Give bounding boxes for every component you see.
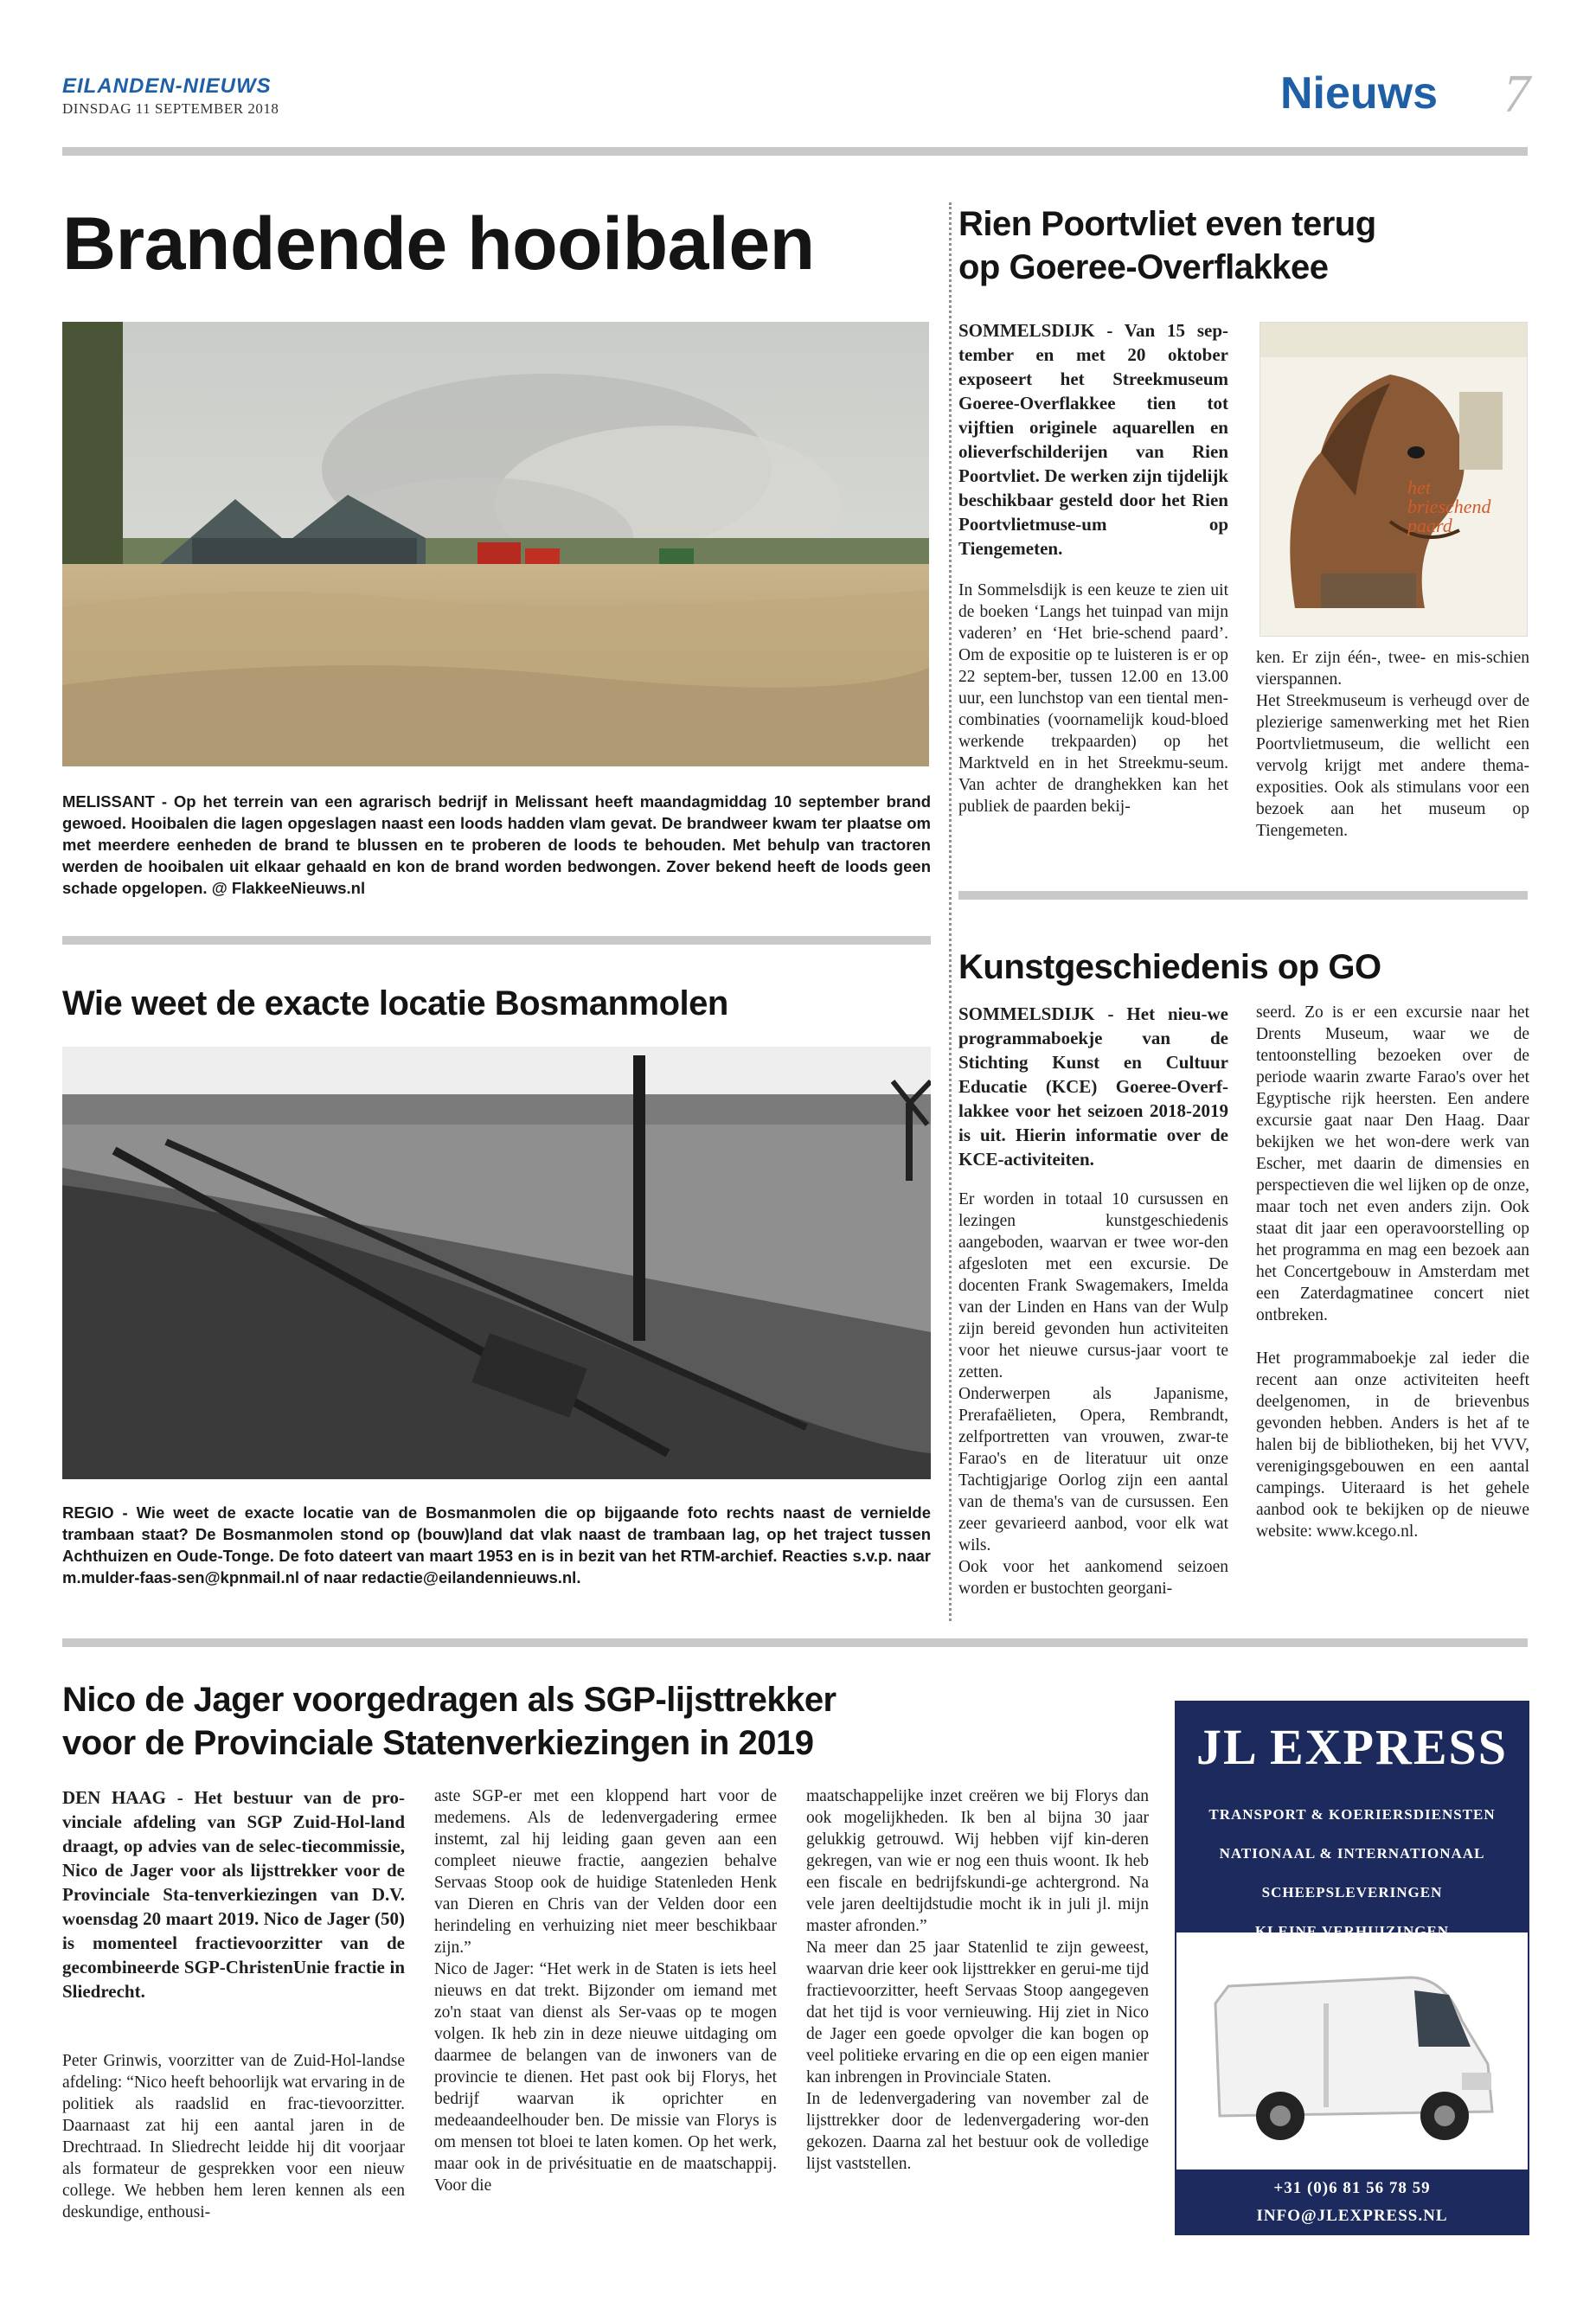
body-kunstgeschiedenis-col1: Er worden in totaal 10 cursussen en lezingen kunstgeschiedenis aangeboden, waarvan er twee wor-den afgesloten met een excursie. De docenten Frank Swagemakers, Imelda van der Linden en Hans van der Wulp zijn bereid gevonden hun activiteiten voor het nieuwe cursus-jaar voort te zetten. Onderwerpen als Japanisme, Prerafaëlieten, Opera, Rembrandt, zelfportretten van vrouwen, zwar-te Farao's en de literatuur uit onze Tachtigjarige Oorlog zijn een aantal van de thema's van de cursussen. Een zeer gevarieerd aanbod, voor elk wat wils. Ook voor het aankomend seizoen worden er bustochten georgani-: [958, 1190, 1228, 1598]
burning-hay-image: [62, 322, 929, 766]
article-title-kunstgeschiedenis: Kunstgeschiedenis op GO: [958, 948, 1381, 986]
title-line-2: voor de Provinciale Statenverkiezingen in 2019: [62, 1724, 814, 1762]
lead-kunstgeschiedenis: SOMMELSDIJK - Het nieu-we programmaboekje van de Stichting Kunst en Cultuur Educatie (KCE) Goeree-Overf-lakkee voor het seizoen 2018-2019 is uit. Hierin informatie over de KCE-activiteiten.: [958, 1003, 1228, 1170]
header-rule: [62, 147, 1528, 156]
section-title: Nieuws: [1280, 68, 1439, 119]
book-title-line-2: brieschend: [1407, 496, 1491, 517]
ad-email[interactable]: INFO@JLEXPRESS.NL: [1256, 2207, 1448, 2225]
section-rule: [62, 936, 931, 945]
title-line-1: Nico de Jager voorgedragen als SGP-lijsttrekker: [62, 1681, 836, 1719]
body-poortvliet-col2: ken. Er zijn één-, twee- en mis-schien vierspannen. Het Streekmuseum is verheugd over de plezierige samenwerking met het Rien Poortvlietmuseum, die wellicht een vervolg krijgt met andere thema-exposities. Ook als stimulans voor een bezoek aan het museum op Tiengemeten.: [1256, 649, 1529, 840]
ad-line: SCHEEPSLEVERINGEN: [1261, 1884, 1443, 1900]
caption-bosmanmolen: REGIO - Wie weet de exacte locatie van de Bosmanmolen die op bijgaande foto rechts naast de vernielde trambaan staat? De Bosmanmolen stond op (bouw)land dat vlak naast de trambaan lag, op het traject tussen Achthuizen en Oude-Tonge. De foto dateert van maart 1953 en is in bezit van het RTM-archief. Reacties s.v.p. naar m.mulder-faas-sen@kpnmail.nl of naar redactie@eilandennieuws.nl.: [62, 1503, 931, 1586]
ad-header: [1176, 1702, 1528, 1939]
body-nico-col1: Peter Grinwis, voorzitter van de Zuid-Hol-landse afdeling: “Nico heeft behoorlijk wat ervaring in de politiek als raadslid en frac-tievoorzitter. Daarnaast zat hij een aantal jaren in de Drechtraad. In Sliedrecht leidde hij dit voorjaar als formateur de gesprekken voor een nieuw college. We hebben hem leren kennen als een deskundige, enthousi-: [62, 2052, 405, 2221]
van-icon: [1194, 1952, 1510, 2150]
body-nico-col3: maatschappelijke inzet creëren we bij Florys dan ook mogelijkheden. Ik ben al bijna 30 jaar gelukkig getrouwd. Wij hebben vijf kin-deren gekregen, van wie er nog een thuis woont. Ik heb een fiscale en bedrijfskundi-ge achtergrond. Na vele jaren deeltijdstudie mocht ik in juli jl. mijn master afronden.” Na meer dan 25 jaar Statenlid te zijn geweest, waarvan drie keer ook lijsttrekker en gerui-me tijd fractievoorzitter, heeft Servaas Stoop aangegeven dat het tijd is voor vernieuwing. Hij ziet in Nico de Jager een goede opvolger die kan bogen op veel politieke ervaring en die op een eigen manier kan inbrengen in Provinciale Staten. In de ledenvergadering van november zal de lijsttrekker door de ledenvergadering wor-den gekozen. Daarna zal het bestuur ook de volledige lijst vaststellen.: [806, 1787, 1149, 2173]
article-title-poortvliet: [958, 202, 1376, 289]
ad-line: NATIONAAL & INTERNATIONAAL: [1219, 1845, 1485, 1862]
bottom-section-rule: [62, 1638, 1528, 1647]
tramway-image: [62, 1047, 931, 1479]
article-title-bosmanmolen: Wie weet de exacte locatie Bosmanmolen: [62, 984, 728, 1022]
photo-bosmanmolen: [62, 1047, 931, 1479]
section-rule-right: [958, 891, 1528, 900]
lead-nico-de-jager: DEN HAAG - Het bestuur van de pro-vinciale afdeling van SGP Zuid-Hol-land draagt, op advies van de selec-tiecommissie, Nico de Jager voor als lijsttrekker voor de Provinciale Sta-tenverkiezingen van D.V. woensdag 20 maart 2019. Nico de Jager (50) is momenteel fractievoorzitter van de gecombineerde SGP-ChristenUnie fractie in Sliedrecht.: [62, 1787, 405, 2002]
body-nico-col2: aste SGP-er met een kloppend hart voor de medemens. Als de ledenvergadering ermee instemt, zal hij leiding gaan geven aan een compleet nieuwe fractie, aangezien behalve Servaas Stoop ook de huidige Statenleden Henk van Dieren en Chris van der Velden door een herindeling en verhuizing niet meer beschikbaar zijn.” Nico de Jager: “Het werk in de Staten is iets heel nieuws en dat trekt. Bijzonder om iemand met zo'n staat van dienst als Ser-vaas op te mogen volgen. Ik heb zin in deze nieuwe uitdaging om daarmee de belangen van de inwoners van de provincie te dienen. Het past ook bij Florys, het bedrijf waarvan ik oprichter en medeaandeelhouder ben. De missie van Florys is om mensen tot bloei te laten komen. Op het werk, maar ook in de privésituatie en de maatschappij. Voor die: [434, 1787, 777, 2195]
title-line-1: Rien Poortvliet even terug: [958, 205, 1376, 243]
photo-burning-hay: [62, 322, 929, 766]
lead-poortvliet: SOMMELSDIJK - Van 15 sep-tember en met 20 oktober exposeert het Streekmuseum Goeree-Overflakkee tien tot vijftien originele aquarellen en olieverfschilderijen van Rien Poortvliet. De werken zijn tijdelijk beschikbaar gesteld door het Rien Poortvlietmuse-um op Tiengemeten.: [958, 320, 1228, 559]
ad-phone[interactable]: +31 (0)6 81 56 78 59: [1273, 2179, 1431, 2197]
issue-date: DINSDAG 11 SEPTEMBER 2018: [62, 100, 279, 117]
title-line-2: op Goeree-Overflakkee: [958, 248, 1329, 286]
ad-brand: JL EXPRESS: [1195, 1719, 1509, 1775]
ad-line: KLEINE VERHUIZINGEN: [1254, 1923, 1450, 1939]
book-title-line-3: paard: [1407, 515, 1452, 536]
ad-services: [1176, 1795, 1528, 1951]
page-number: 7: [1503, 65, 1530, 124]
body-kunstgeschiedenis-col2: seerd. Zo is er een excursie naar het Drents Museum, waar we de tentoonstelling bezoeken over de periode waarin zwarte Farao's over het Egyptische rijk heersten. Een andere excursie gaat naar Den Haag. Daar bekijken we het won-dere werk van Escher, met daarin de dimensies en perspectieven die wel lijken op de onze, maar toch net even anders zijn. Ook staat dit jaar een operavoorstelling op het programma en mag een bezoek aan het Concertgebouw in Amsterdam met een Zaterdagmatinee concert niet ontbreken. Het programmaboekje zal ieder die recent aan onze activiteiten heeft deelgenomen, in de brievenbus gevonden hebben. Anders is het af te halen bij de bibliotheken, bij het VVV, verenigingsgebouwen en een aantal campings. Uiteraard is het gehele aanbod ook te bekijken op de nieuwe website: www.kcego.nl.: [1256, 1003, 1529, 1541]
book-title: [1407, 478, 1491, 535]
book-title-line-1: het: [1407, 477, 1431, 498]
ad-contact: [1176, 2170, 1528, 2234]
caption-hooibalen: MELISSANT - Op het terrein van een agrarisch bedrijf in Melissant heeft maandagmiddag 10 september brand gewoed. Hooibalen die lagen opgeslagen naast een loods hadden vlam gevat. De brandweer kwam ter plaatse om met meerdere eenheden de brand te blussen en te proberen de loods te behouden. Met behulp van tractoren werden de hooibalen uit elkaar gehaald en kon de brand worden bedwongen. Zover bekend heeft de loods geen schade opgelopen. @ FlakkeeNieuws.nl: [62, 792, 931, 897]
body-poortvliet-col1: In Sommelsdijk is een keuze te zien uit de boeken ‘Langs het tuinpad van mijn vaderen’ en ‘Het brie-schend paard’. Om de expositie op te luisteren is er op 22 septem-ber, tussen 12.00 en 13.00 uur, een lunchstop van een tiental men-combinaties (voornamelijk koud-bloed werkende trekpaarden) op het Marktveld en in het Streekmu-seum. Van achter de dranghekken kan het publiek de paarden bekij-: [958, 581, 1228, 816]
article-title-nico-de-jager: [62, 1678, 836, 1765]
ad-line: TRANSPORT & KOERIERSDIENSTEN: [1208, 1806, 1496, 1823]
book-cover-image: [1259, 322, 1528, 637]
article-title-hooibalen: Brandende hooibalen: [62, 202, 815, 285]
advertisement-jl-express[interactable]: [1175, 1701, 1529, 2235]
column-divider: [949, 202, 952, 1621]
masthead: EILANDEN-NIEUWS: [62, 74, 272, 98]
